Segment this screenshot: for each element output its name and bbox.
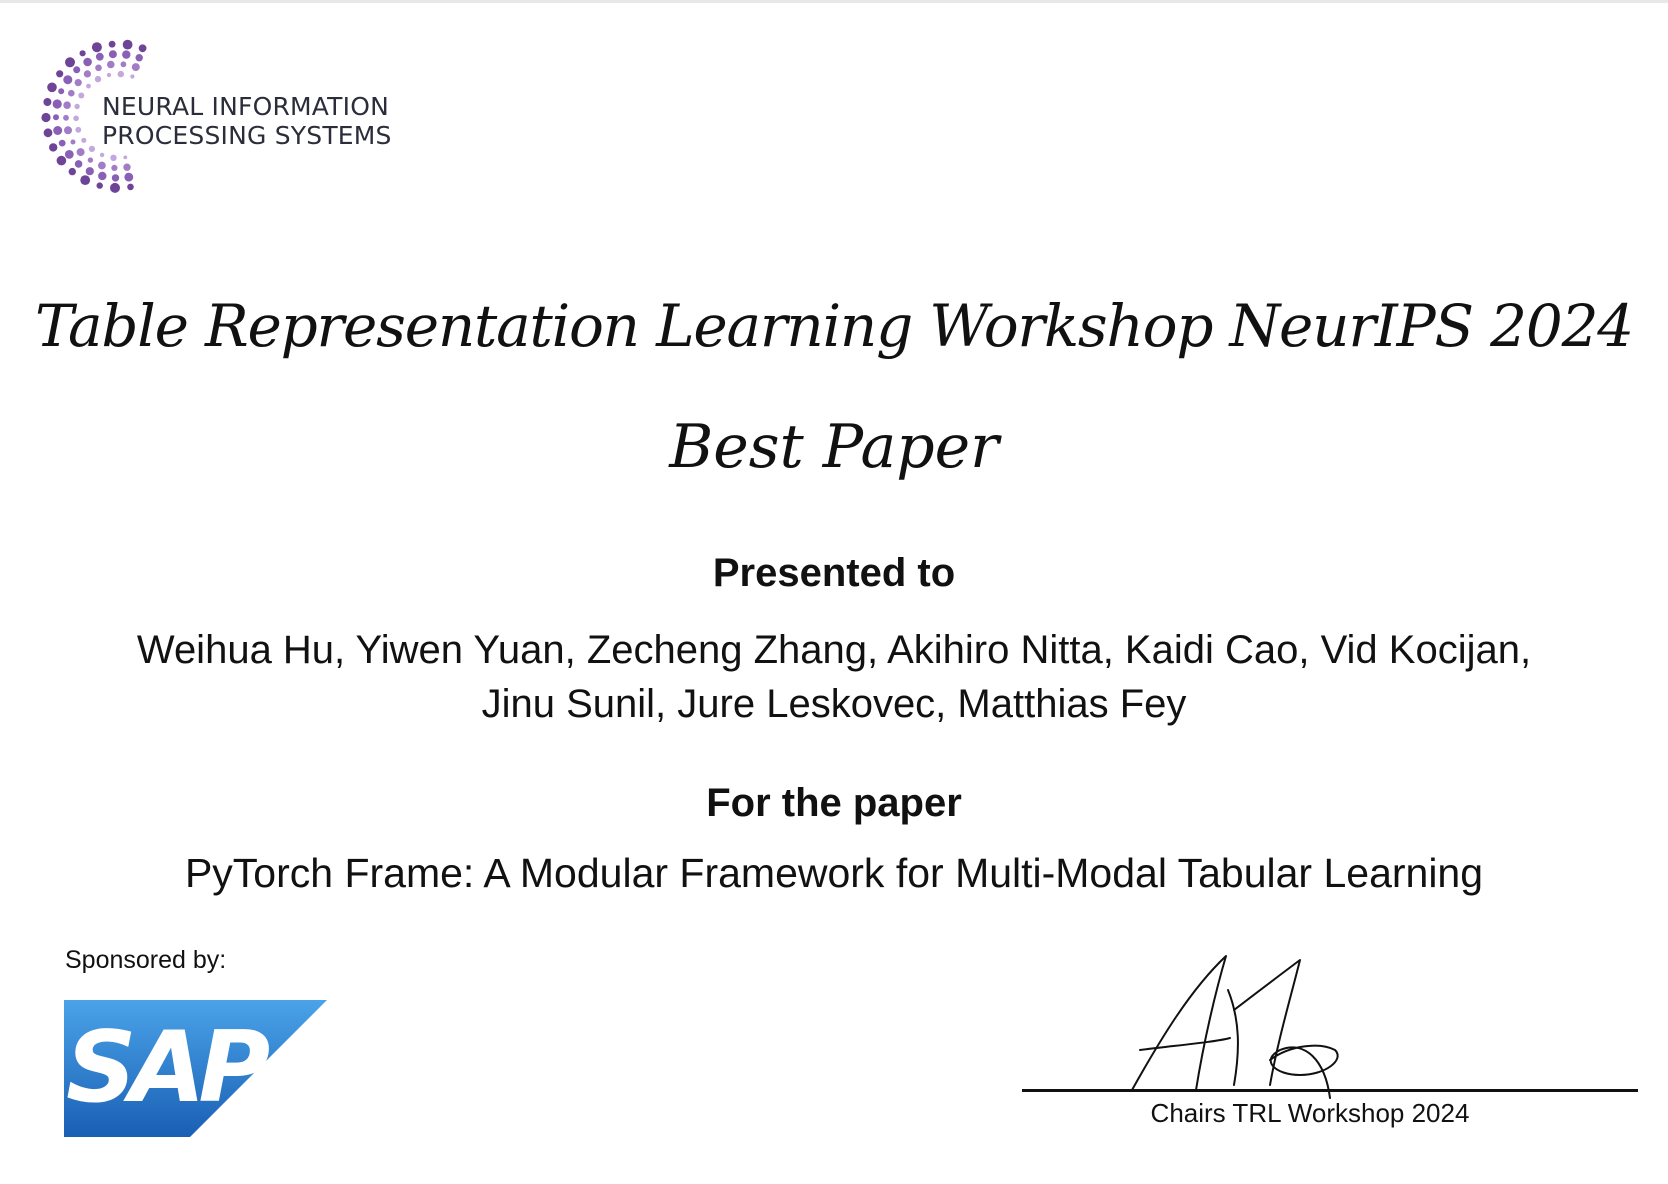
logo-dot: [63, 115, 69, 121]
logo-dot: [75, 79, 82, 86]
presented-to-heading: Presented to: [712, 551, 956, 595]
logo-dot: [130, 74, 134, 78]
logo-dot: [109, 50, 117, 58]
logo-dot: [107, 61, 115, 69]
logo-dot: [64, 126, 72, 134]
logo-dot: [112, 174, 119, 181]
logo-dot: [118, 71, 124, 77]
logo-dot: [98, 172, 106, 180]
logo-dot: [92, 42, 102, 52]
logo-dot: [47, 83, 57, 93]
logo-dot: [127, 184, 134, 191]
logo-dot: [95, 65, 102, 72]
logo-dot: [86, 84, 91, 89]
logo-dot: [68, 90, 75, 97]
logo-dot: [49, 143, 57, 151]
logo-dot: [123, 156, 127, 160]
top-edge-shade: [0, 0, 1668, 3]
logo-dot: [53, 99, 62, 108]
logo-dot: [59, 140, 66, 147]
certificate-title: Table Representation Learning Workshop NeurIPS 2024: [35, 292, 1633, 360]
logo-dot: [121, 61, 127, 67]
logo-dot: [110, 183, 120, 193]
logo-dot: [97, 182, 103, 188]
logo-dot: [80, 175, 90, 185]
logo-dot: [77, 148, 85, 156]
logo-dot: [53, 126, 62, 135]
logo-dot: [132, 63, 140, 71]
logo-dot: [63, 101, 71, 109]
logo-dot: [74, 104, 79, 109]
logo-dot: [56, 70, 63, 77]
logo-dot: [65, 150, 74, 159]
logo-dot: [84, 70, 91, 77]
logo-dot: [139, 44, 147, 52]
logo-dot: [100, 153, 104, 157]
logo-dot: [124, 173, 133, 182]
recipient-names: Weihua Hu, Yiwen Yuan, Zecheng Zhang, Akihiro Nitta, Kaidi Cao, Vid Kocijan, Jinu Sunil, Jure Leskovec, Matthias Fey: [136, 628, 1532, 726]
logo-dot: [136, 54, 143, 61]
handwritten-signature: [1120, 950, 1360, 1100]
sponsor-label: Sponsored by:: [65, 946, 227, 974]
logo-dot: [57, 156, 67, 166]
logo-dot: [75, 160, 83, 168]
logo-dot: [71, 140, 76, 145]
signature-line: [1022, 1089, 1638, 1092]
for-the-paper-heading: For the paper: [706, 781, 962, 825]
logo-dot: [81, 138, 86, 143]
logo-dot: [96, 53, 104, 61]
logo-wordmark: [102, 92, 392, 150]
logo-dot: [98, 162, 106, 170]
logo-dot: [122, 50, 130, 58]
logo-dot: [88, 157, 93, 162]
neurips-logo: [18, 34, 418, 204]
logo-dot: [75, 127, 81, 133]
logo-dot: [73, 66, 80, 73]
logo-dot: [69, 168, 76, 175]
logo-dot: [123, 164, 130, 171]
logo-dot: [86, 167, 94, 175]
logo-dot: [107, 73, 111, 77]
logo-dot: [44, 128, 53, 137]
logo-dot: [109, 41, 116, 48]
logo-line-2: PROCESSING SYSTEMS: [102, 121, 392, 150]
logo-dot: [65, 57, 75, 67]
logo-dot: [63, 75, 72, 84]
award-name: Best Paper: [669, 412, 999, 482]
logo-dot: [111, 165, 117, 171]
logo-dot: [53, 114, 59, 120]
sap-logo-text: SAP: [66, 1011, 264, 1125]
logo-dot: [78, 93, 84, 99]
logo-dot: [58, 88, 64, 94]
logo-dot: [89, 146, 95, 152]
paper-title: PyTorch Frame: A Modular Framework for Multi-Modal Tabular Learning: [184, 850, 1484, 896]
logo-line-1: NEURAL INFORMATION: [102, 92, 389, 121]
logo-dot: [41, 113, 50, 122]
logo-dot: [83, 58, 92, 67]
logo-dot: [123, 40, 133, 50]
signature-caption: Chairs TRL Workshop 2024: [1150, 1098, 1470, 1128]
logo-dot: [43, 98, 51, 106]
logo-dot: [95, 76, 101, 82]
logo-dot: [80, 50, 86, 56]
logo-dot: [110, 155, 116, 161]
logo-dot: [73, 116, 79, 122]
